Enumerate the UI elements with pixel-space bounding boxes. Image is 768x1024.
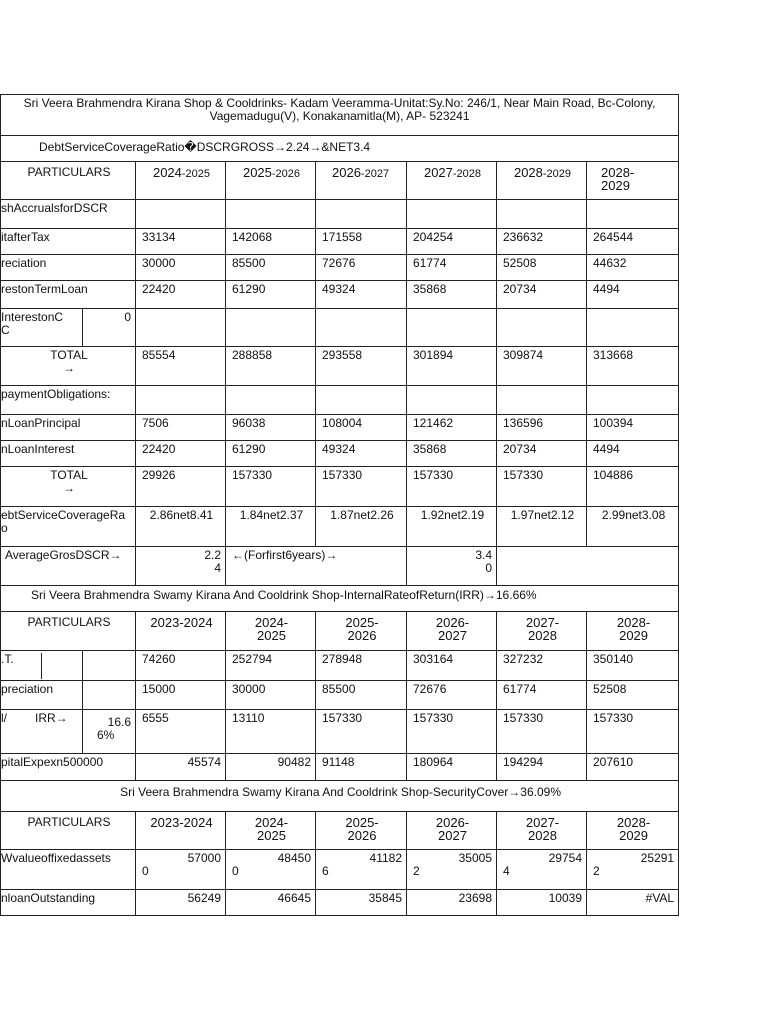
cell-value: 61290 [226, 441, 316, 467]
irr-heading: Sri Veera Brahmendra Swamy Kirana And Cooldrink Shop-InternalRateofReturn(IRR)→16.66% [1, 586, 679, 612]
table-row [1, 681, 679, 710]
cell-value: 61290 [226, 281, 316, 309]
table-row [1, 255, 679, 281]
row-label: ebtServiceCoverageRa o [1, 507, 136, 547]
cell-value: 180964 [407, 754, 497, 781]
particulars-header: PARTICULARS [1, 612, 136, 651]
cell-value: 10039 [497, 890, 587, 916]
cell-value: 100394 [587, 415, 679, 441]
cell-value: 301894 [407, 347, 497, 386]
cell-value: 157330 [316, 710, 407, 754]
cell-value: 22420 [136, 281, 226, 309]
year-header: 2025- 2026 [316, 812, 407, 850]
average-note: ←(Forfirst6years)→ [226, 547, 407, 586]
cell-value: 303164 [407, 651, 497, 681]
irr-heading-row [1, 586, 679, 612]
cell-value: 85500 [316, 681, 407, 710]
row-label: restonTermLoan [1, 281, 136, 309]
cell-value: 6555 [136, 710, 226, 754]
cell-value: 327232 [497, 651, 587, 681]
table-row [1, 229, 679, 255]
year-header: 2028-2029 [497, 162, 587, 200]
table-row [1, 850, 679, 890]
row-label: .T. [1, 651, 83, 681]
total-row [1, 467, 679, 507]
cell-value: 207610 [587, 754, 679, 781]
security-heading-row [1, 781, 679, 812]
cell-value: 121462 [407, 415, 497, 441]
cell-value: 2.99net3.08 [587, 507, 679, 547]
particulars-header: PARTICULARS [1, 162, 136, 200]
total-label: TOTAL → [1, 467, 136, 507]
particulars-header: PARTICULARS [1, 812, 136, 850]
year-header: 2027- 2028 [497, 612, 587, 651]
cell-value: 35868 [407, 441, 497, 467]
year-header: 2028- 2029 [587, 162, 679, 200]
cell-value: 157330 [226, 467, 316, 507]
cell-value: 85500 [226, 255, 316, 281]
cell-value: 204254 [407, 229, 497, 255]
cell-value: 108004 [316, 415, 407, 441]
irr-label: IRR→ [35, 711, 68, 725]
financial-table [0, 94, 679, 916]
cell-value: 1.84net2.37 [226, 507, 316, 547]
table-row [1, 890, 679, 916]
cell-value: 20734 [497, 281, 587, 309]
security-heading: Sri Veera Brahmendra Swamy Kirana And Cooldrink Shop-SecurityCover→36.09% [1, 781, 679, 812]
cell-value: 104886 [587, 467, 679, 507]
year-header: 2023-2024 [136, 612, 226, 651]
cell-value: 35868 [407, 281, 497, 309]
total-row [1, 347, 679, 386]
cell-value: 194294 [497, 754, 587, 781]
cell-value: 252794 [226, 651, 316, 681]
cell-value: 1.87net2.26 [316, 507, 407, 547]
cell-value: 30000 [136, 255, 226, 281]
cell-value: 56249 [136, 890, 226, 916]
table-row [1, 386, 679, 415]
cell-value: 91148 [316, 754, 407, 781]
table-row [1, 415, 679, 441]
cell-value: 4494 [587, 281, 679, 309]
average-gross-value: 2.2 4 [136, 547, 226, 586]
cell-value: 20734 [497, 441, 587, 467]
cell-value: 278948 [316, 651, 407, 681]
row-label: nLoanPrincipal [1, 415, 136, 441]
cell-value: 15000 [136, 681, 226, 710]
table-row [1, 754, 679, 781]
cell-value: 85554 [136, 347, 226, 386]
cell-value: 29926 [136, 467, 226, 507]
cell-value: 46645 [226, 890, 316, 916]
cell-value: 96038 [226, 415, 316, 441]
year-header: 2024- 2025 [226, 812, 316, 850]
table-row [1, 200, 679, 229]
cell-value: 45574 [136, 754, 226, 781]
irr-row [1, 710, 679, 754]
row-label: InterestonC C [1, 309, 83, 347]
average-net-value: 3.4 0 [407, 547, 497, 586]
cell-value: 35005 2 [407, 850, 497, 890]
cell-value: 157330 [497, 467, 587, 507]
average-row [1, 547, 679, 586]
year-header: 2028- 2029 [587, 612, 679, 651]
financial-sheet [0, 94, 679, 916]
cell-value: 0 [83, 309, 136, 347]
cell-value: 293558 [316, 347, 407, 386]
row-label: nloanOutstanding [1, 890, 136, 916]
cell-value: 1.97net2.12 [497, 507, 587, 547]
table-row [1, 309, 679, 347]
year-header: 2028- 2029 [587, 812, 679, 850]
table-row [1, 281, 679, 309]
cell-value: 2.86net8.41 [136, 507, 226, 547]
cell-value: 33134 [136, 229, 226, 255]
cell-value: 44632 [587, 255, 679, 281]
cell-value: 157330 [497, 710, 587, 754]
row-label: reciation [1, 255, 136, 281]
cell-value: 157330 [587, 710, 679, 754]
row-label: shAccrualsforDSCR [1, 200, 136, 229]
cell-value: 288858 [226, 347, 316, 386]
dscr-header-row [1, 162, 679, 200]
row-label: nLoanInterest [1, 441, 136, 467]
cell-value: 7506 [136, 415, 226, 441]
table-row [1, 441, 679, 467]
year-header: 2023-2024 [136, 812, 226, 850]
cell-value: 74260 [136, 651, 226, 681]
cell-value: 72676 [407, 681, 497, 710]
cell-value: 157330 [407, 710, 497, 754]
cell-value: 236632 [497, 229, 587, 255]
average-label: AverageGrosDSCR→ [1, 547, 136, 586]
cell-value: 313668 [587, 347, 679, 386]
cell-value: 157330 [407, 467, 497, 507]
ratio-row [1, 507, 679, 547]
cell-value: 48450 0 [226, 850, 316, 890]
cell-value: 264544 [587, 229, 679, 255]
cell-value: 29754 4 [497, 850, 587, 890]
year-header: 2026-2027 [316, 162, 407, 200]
year-header: 2024-2025 [136, 162, 226, 200]
cell-value: 52508 [587, 681, 679, 710]
irr-value: 16.6 6% [83, 710, 136, 754]
cell-value: 142068 [226, 229, 316, 255]
dscr-heading-row [1, 136, 679, 162]
cell-value: 35845 [316, 890, 407, 916]
row-label: l/ IRR→ [1, 710, 83, 754]
title-row [1, 95, 679, 136]
cell-value: 72676 [316, 255, 407, 281]
cell-value: 90482 [226, 754, 316, 781]
total-label: TOTAL → [1, 347, 136, 386]
cell-value: 171558 [316, 229, 407, 255]
year-header: 2024- 2025 [226, 612, 316, 651]
cell-value: 136596 [497, 415, 587, 441]
cell-value: 25291 2 [587, 850, 679, 890]
cell-value: 49324 [316, 441, 407, 467]
cell-value: 41182 6 [316, 850, 407, 890]
cell-value: 1.92net2.19 [407, 507, 497, 547]
cell-value: 4494 [587, 441, 679, 467]
year-header: 2026- 2027 [407, 612, 497, 651]
document-title: Sri Veera Brahmendra Kirana Shop & Cooldrinks- Kadam Veeramma-Unitat:Sy.No: 246/1, Near Main Road, Bc-Colony, Vagemadugu(V), Konakanamitla(M), AP- 523241 [1, 95, 679, 136]
cell-value: 61774 [497, 681, 587, 710]
security-header-row [1, 812, 679, 850]
cell-value: 309874 [497, 347, 587, 386]
year-header: 2027- 2028 [497, 812, 587, 850]
year-header: 2026- 2027 [407, 812, 497, 850]
cell-value: 30000 [226, 681, 316, 710]
cell-value: 57000 0 [136, 850, 226, 890]
year-header: 2027-2028 [407, 162, 497, 200]
irr-header-row [1, 612, 679, 651]
cell-value: 157330 [316, 467, 407, 507]
row-label: Wvalueoffixedassets [1, 850, 136, 890]
cell-value: 13110 [226, 710, 316, 754]
dscr-heading: DebtServiceCoverageRatio�DSCRGROSS→2.24→&NET3.4 [1, 136, 679, 162]
cell-value: 22420 [136, 441, 226, 467]
cell-value: #VAL [587, 890, 679, 916]
cell-value: 23698 [407, 890, 497, 916]
year-header: 2025-2026 [226, 162, 316, 200]
row-label: paymentObligations: [1, 386, 136, 415]
row-label: pitalExpexn500000 [1, 754, 136, 781]
row-label: itafterTax [1, 229, 136, 255]
cell-value: 61774 [407, 255, 497, 281]
cell-value: 52508 [497, 255, 587, 281]
row-label: preciation [1, 681, 83, 710]
cell-value: 350140 [587, 651, 679, 681]
year-header: 2025- 2026 [316, 612, 407, 651]
cell-value: 49324 [316, 281, 407, 309]
table-row [1, 651, 679, 681]
